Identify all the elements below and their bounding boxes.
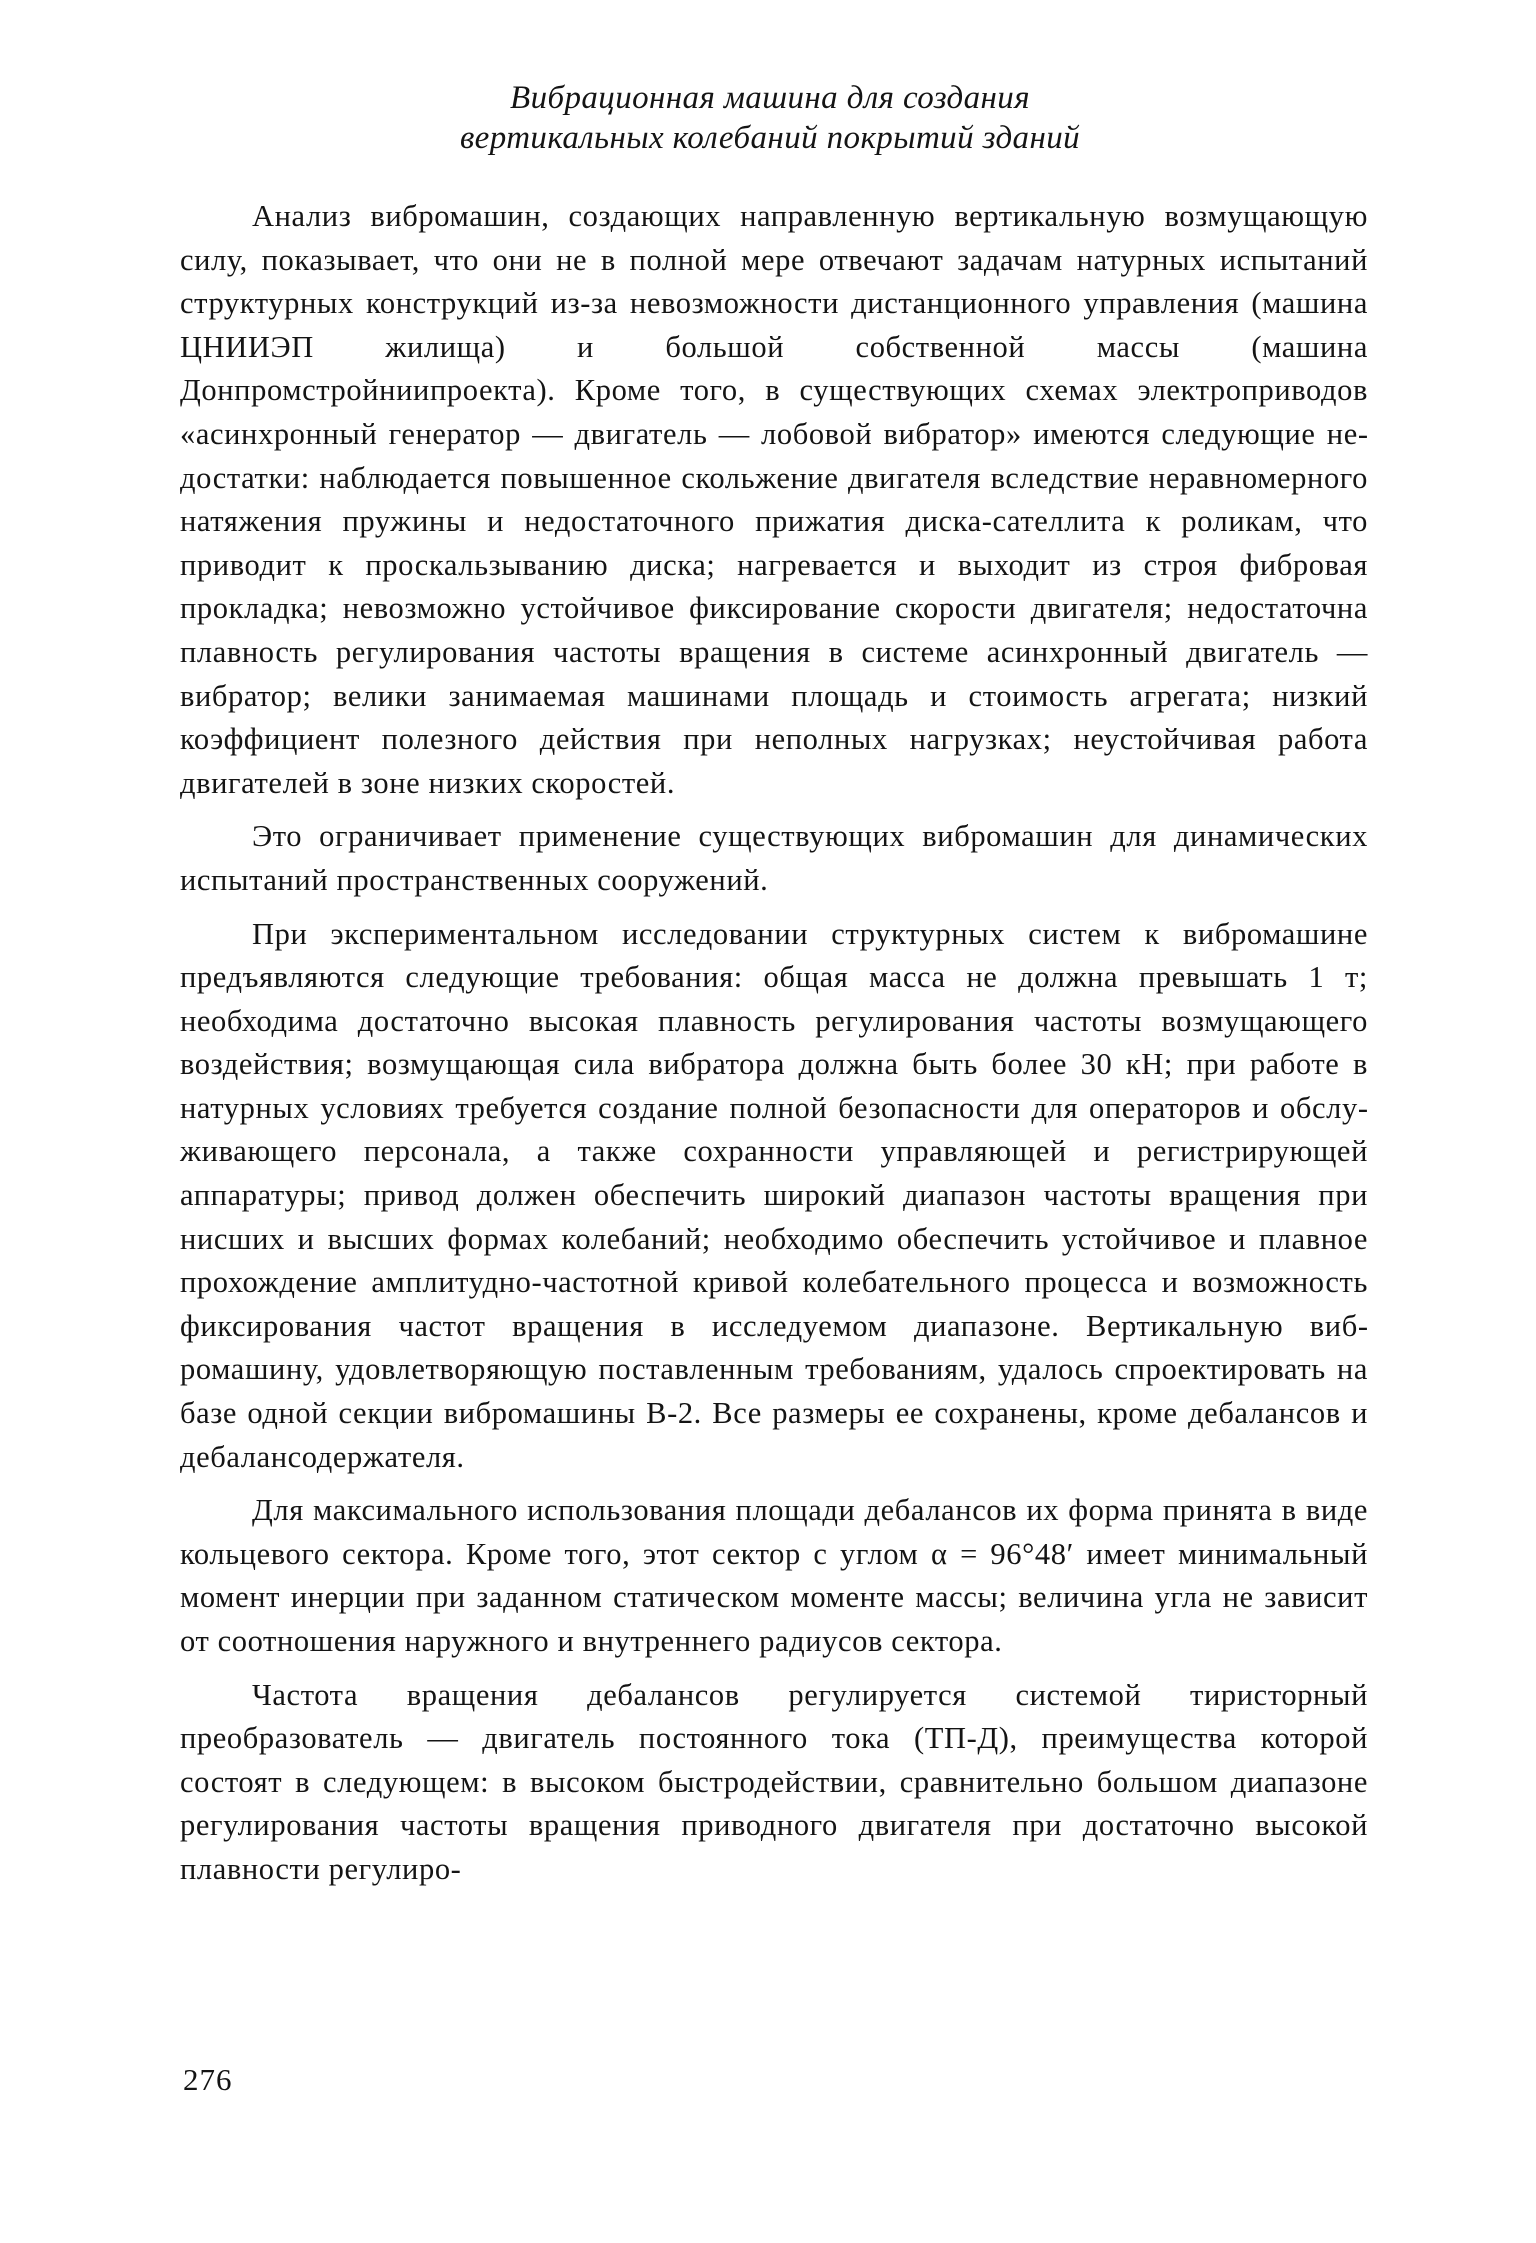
page-number: 276 [183, 2062, 233, 2097]
paragraph: При экспериментальном исследовании структурных систем к вибромашине предъявляются следующие требования: общая масса не должна превышать 1 т; необходима достаточно высокая плавность регулирования частоты возмущающего воздействия; возмущающая сила вибратора должна быть более 30 кН; при работе в натурных условиях требуется создание полной безопасности для операторов и обслуживающего персонала, а также сохранности управляющей и регистрирующей аппаратуры; привод должен обеспечить широкий диапазон частоты вращения при нисших и высших формах колебаний; необходимо обеспечить устойчивое и плавное прохождение амплитудно-частотной кривой колебательного процесса и возможность фиксирования частот вращения в исследуемом диапазоне. Вертикальную вибромашину, удовлетворяющую поставленным требованиям, удалось спроектировать на базе одной секции вибромашины В-2. Все размеры ее сохранены, кроме дебалансов и дебалансодержателя. [180, 916, 1368, 1474]
section-heading [300, 78, 1240, 158]
heading-line-1: Вибрационная машина для создания [510, 80, 1030, 116]
paragraph: Для максимального использования площади дебалансов их форма принята в виде кольцевого сектора. Кроме того, этот сектор с углом α = 96°48′ имеет минимальный момент инерции при заданном статическом моменте массы; величина угла не зависит от соотношения наружного и внутреннего радиусов сектора. [180, 1493, 1368, 1658]
body-text [180, 195, 1368, 1892]
paragraph: Анализ вибромашин, создающих направленную вертикальную возмущающую силу, показывает, что они не в полной мере отвечают задачам натурных испытаний структурных конструкций из-за невозможности дистанционного управления (машина ЦНИИЭП жилища) и большой собственной массы (машина Донпромстройниипроекта). Кроме того, в существующих схемах электроприводов «асинхронный генератор — двигатель — лобовой вибратор» имеются следующие недостатки: наблюдается повышенное скольжение двигателя вследствие неравномерного натяжения пружины и недостаточного прижатия диска-сателлита к роликам, что приводит к проскальзыванию диска; нагревается и выходит из строя фибровая прокладка; невозможно устойчивое фиксирование скорости двигателя; недостаточна плавность регулирования частоты вращения в системе асинхронный двигатель — вибратор; велики занимаемая машинами площадь и стоимость агрегата; низкий коэффициент полезного действия при неполных нагрузках; неустойчивая работа двигателей в зоне низких скоростей. [180, 199, 1368, 800]
paragraph: Частота вращения дебалансов регулируется системой тиристорный преобразователь — двигатель постоянного тока (ТП-Д), преимущества которой состоят в следующем: в высоком быстродействии, сравнительно большом диапазоне регулирования частоты вращения приводного двигателя при достаточно высокой плавности регулиро- [180, 1677, 1368, 1886]
paragraph: Это ограничивает применение существующих вибромашин для динамических испытаний пространственных сооружений. [180, 819, 1368, 897]
heading-line-2: вертикальных колебаний покрытий зданий [459, 120, 1081, 156]
